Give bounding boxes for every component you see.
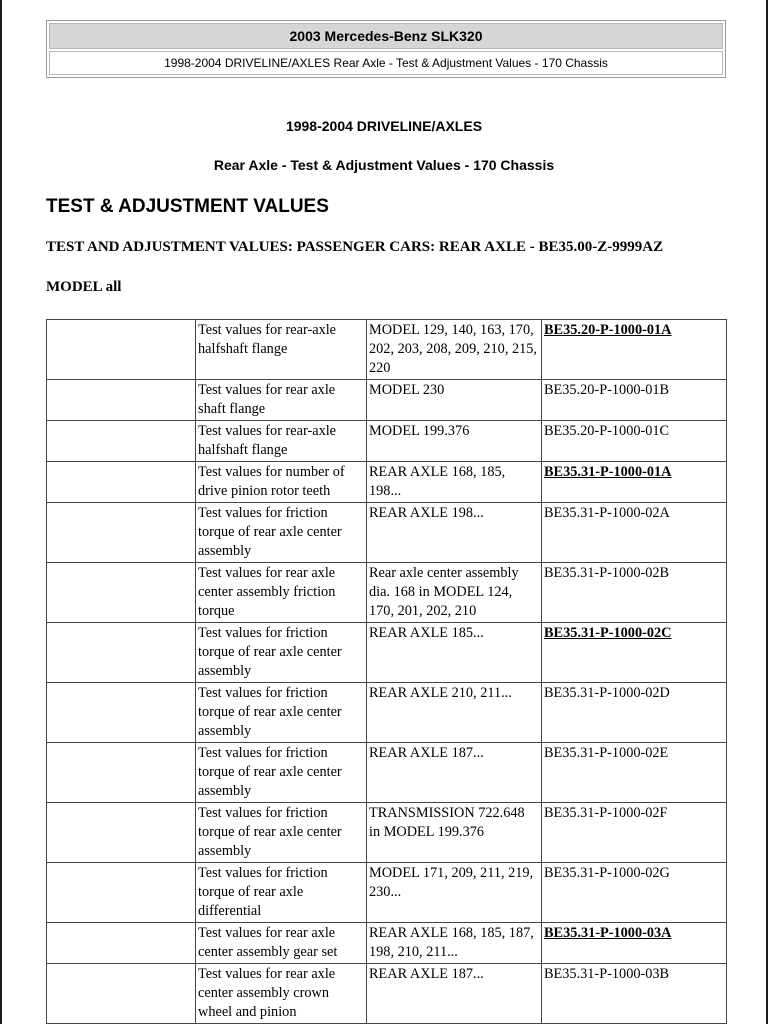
row-description: Test values for friction torque of rear axle center assembly	[196, 743, 367, 803]
row-description: Test values for rear axle center assembly friction torque	[196, 563, 367, 623]
row-description: Test values for friction torque of rear axle differential	[196, 863, 367, 923]
row-description: Test values for friction torque of rear axle center assembly	[196, 623, 367, 683]
sub-heading: Rear Axle - Test & Adjustment Values - 170 Chassis	[213, 157, 555, 173]
row-reference-link[interactable]: BE35.31-P-1000-01A	[542, 462, 727, 503]
row-description: Test values for friction torque of rear axle center assembly	[196, 683, 367, 743]
row-blank-cell	[47, 421, 196, 462]
table-row	[47, 803, 727, 863]
row-description: Test values for friction torque of rear axle center assembly	[196, 803, 367, 863]
row-reference-link[interactable]: BE35.31-P-1000-03A	[542, 923, 727, 964]
section-title: TEST & ADJUSTMENT VALUES	[46, 196, 329, 217]
row-reference-link[interactable]: BE35.20-P-1000-01A	[542, 320, 727, 380]
document-header	[46, 20, 726, 78]
table-row	[47, 743, 727, 803]
row-applies-to: REAR AXLE 168, 185, 187, 198, 210, 211...	[367, 923, 542, 964]
table-row	[47, 320, 727, 380]
row-applies-to: REAR AXLE 187...	[367, 964, 542, 1024]
row-description: Test values for rear axle center assembly gear set	[196, 923, 367, 964]
row-description: Test values for number of drive pinion rotor teeth	[196, 462, 367, 503]
row-blank-cell	[47, 462, 196, 503]
row-description: Test values for rear-axle halfshaft flange	[196, 320, 367, 380]
row-blank-cell	[47, 863, 196, 923]
table-row	[47, 964, 727, 1024]
section-heading: 1998-2004 DRIVELINE/AXLES	[285, 118, 483, 134]
row-blank-cell	[47, 563, 196, 623]
table-row	[47, 623, 727, 683]
row-description: Test values for friction torque of rear axle center assembly	[196, 503, 367, 563]
table-row	[47, 863, 727, 923]
row-reference-link[interactable]: BE35.31-P-1000-02A	[542, 503, 727, 563]
table-row	[47, 503, 727, 563]
header-subtitle: 1998-2004 DRIVELINE/AXLES Rear Axle - Test & Adjustment Values - 170 Chassis	[49, 51, 723, 75]
row-description: Test values for rear axle center assembly crown wheel and pinion	[196, 964, 367, 1024]
row-applies-to: REAR AXLE 210, 211...	[367, 683, 542, 743]
row-reference-link[interactable]: BE35.31-P-1000-02D	[542, 683, 727, 743]
row-applies-to: MODEL 230	[367, 380, 542, 421]
table-row	[47, 683, 727, 743]
row-blank-cell	[47, 380, 196, 421]
row-reference-link[interactable]: BE35.31-P-1000-02G	[542, 863, 727, 923]
row-blank-cell	[47, 743, 196, 803]
row-applies-to: MODEL 171, 209, 211, 219, 230...	[367, 863, 542, 923]
row-applies-to: TRANSMISSION 722.648 in MODEL 199.376	[367, 803, 542, 863]
table-body	[47, 320, 727, 1024]
row-blank-cell	[47, 623, 196, 683]
table-row	[47, 462, 727, 503]
row-reference-link[interactable]: BE35.31-P-1000-02F	[542, 803, 727, 863]
row-blank-cell	[47, 503, 196, 563]
row-reference-link[interactable]: BE35.31-P-1000-02C	[542, 623, 727, 683]
table-title: TEST AND ADJUSTMENT VALUES: PASSENGER CARS: REAR AXLE - BE35.00-Z-9999AZ	[46, 239, 664, 255]
row-applies-to: Rear axle center assembly dia. 168 in MODEL 124, 170, 201, 202, 210	[367, 563, 542, 623]
row-applies-to: REAR AXLE 168, 185, 198...	[367, 462, 542, 503]
model-label: MODEL all	[46, 279, 122, 295]
table-row	[47, 421, 727, 462]
row-reference-link[interactable]: BE35.31-P-1000-03B	[542, 964, 727, 1024]
row-reference-link[interactable]: BE35.31-P-1000-02E	[542, 743, 727, 803]
row-blank-cell	[47, 320, 196, 380]
row-applies-to: REAR AXLE 185...	[367, 623, 542, 683]
row-blank-cell	[47, 964, 196, 1024]
row-reference-link[interactable]: BE35.20-P-1000-01B	[542, 380, 727, 421]
header-title: 2003 Mercedes-Benz SLK320	[49, 23, 723, 49]
row-applies-to: MODEL 199.376	[367, 421, 542, 462]
row-applies-to: REAR AXLE 198...	[367, 503, 542, 563]
row-blank-cell	[47, 683, 196, 743]
row-description: Test values for rear axle shaft flange	[196, 380, 367, 421]
table-row	[47, 923, 727, 964]
row-applies-to: MODEL 129, 140, 163, 170, 202, 203, 208, 209, 210, 215, 220	[367, 320, 542, 380]
row-reference-link[interactable]: BE35.31-P-1000-02B	[542, 563, 727, 623]
row-applies-to: REAR AXLE 187...	[367, 743, 542, 803]
table-row	[47, 380, 727, 421]
table-row	[47, 563, 727, 623]
row-blank-cell	[47, 803, 196, 863]
page-edge-left	[0, 0, 2, 1024]
test-values-table	[46, 319, 727, 1024]
row-blank-cell	[47, 923, 196, 964]
row-reference-link[interactable]: BE35.20-P-1000-01C	[542, 421, 727, 462]
row-description: Test values for rear-axle halfshaft flange	[196, 421, 367, 462]
